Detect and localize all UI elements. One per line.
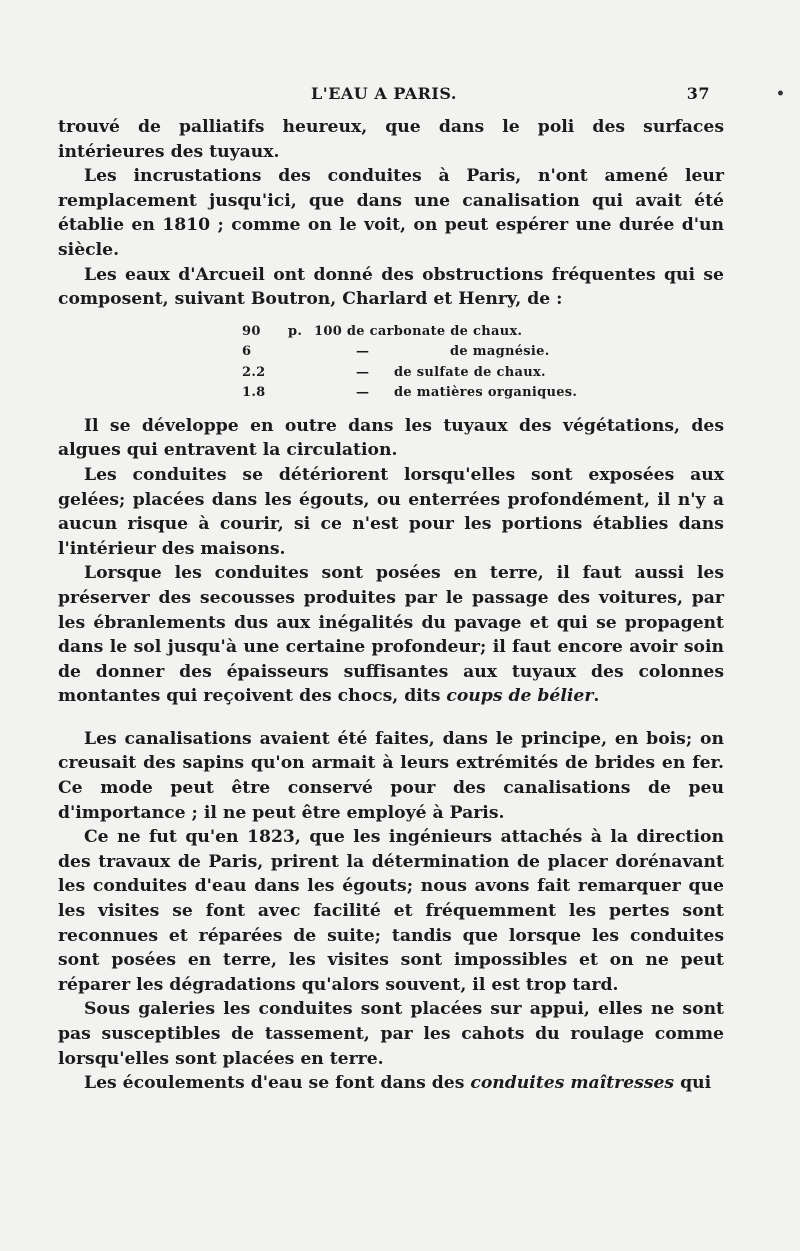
description-cell: de magnésie. (450, 344, 550, 360)
table-row (58, 342, 724, 363)
paragraph: trouvé de palliatifs heureux, que dans le poli des surfaces intérieures des tuyaux. (58, 117, 724, 162)
composition-table (58, 322, 724, 404)
italic-term: conduites maîtresses (470, 1073, 675, 1094)
paragraph-text: qui (674, 1073, 712, 1094)
paragraph: Ce ne fut qu'en 1823, que les ingénieurs attachés à la direction des travaux de Paris, prirent la détermination de placer dorénavant les conduites d'eau dans les égouts; nous avons fait remarquer que les visites se font avec facilité et fréquemment les pertes sont reconnues et réparées de suite; tandis que lorsque les conduites sont posées en terre, les visites sont impossibles et on ne peut réparer les dégradations qu'alors souvent, il est trop tard. (58, 827, 724, 995)
paragraph: Les conduites se détériorent lorsqu'elles sont exposées aux gelées; placées dans les égouts, ou enterrées profondément, il n'y a aucun risque à courir, si ce n'est pour les portions établies dans l'intérieur des maisons. (58, 464, 724, 559)
unit-cell: — (356, 344, 370, 360)
paragraph: Les incrustations des conduites à Paris, n'ont amené leur remplacement jusqu'ici, que dans une canalisation qui avait été établie en 1810 ; comme on le voit, on peut espérer une durée d'un siècle. (58, 166, 724, 260)
italic-term: coups de bélier (446, 686, 594, 707)
page-number: 37 (686, 84, 710, 103)
unit-cell: — (356, 364, 370, 380)
paragraph: Sous galeries les conduites sont placées sur appui, elles ne sont pas susceptibles de tassement, par les cahots du roulage comme lorsqu'elles sont placées en terre. (58, 999, 724, 1069)
paragraph-text: Lorsque les conduites sont posées en terre, il faut aussi les préserver des secousses produites par le passage des voitures, par les ébranlements dus aux inégalités du pavage et qui se propagent dans le sol jusqu'à une certaine profondeur; il faut encore avoir soin de donner des épaisseurs suffisantes aux tuyaux des colonnes montantes qui reçoivent des chocs, dits (58, 563, 724, 707)
description-cell: 100 de carbonate de chaux. (314, 323, 523, 339)
paragraph: Il se développe en outre dans les tuyaux des végétations, des algues qui entravent la circulation. (58, 415, 724, 461)
paragraph-text: . (593, 686, 600, 707)
amount-cell: 1.8 (242, 385, 266, 401)
paragraph-text: Les écoulements d'eau se font dans des (84, 1073, 471, 1094)
paragraph (58, 1071, 724, 1096)
table-row (58, 322, 724, 343)
margin-bullet: • (776, 86, 785, 102)
amount-cell: 90 (242, 323, 261, 339)
unit-cell: p. (288, 323, 303, 339)
table-row (58, 363, 724, 384)
page-header (58, 84, 710, 108)
body-text (58, 115, 724, 1096)
paragraph: Les canalisations avaient été faites, dans le principe, en bois; on creusait des sapins qu'on armait à leurs extrémités de brides en fer. Ce mode peut être conservé pour des canalisations de peu d'importance ; il ne peut être employé à Paris. (58, 728, 724, 823)
paragraph (58, 561, 724, 709)
amount-cell: 2.2 (242, 364, 266, 380)
description-cell: de sulfate de chaux. (394, 364, 546, 380)
running-title: L'EAU A PARIS. (311, 84, 457, 103)
table-row (58, 383, 724, 404)
unit-cell: — (356, 385, 370, 401)
amount-cell: 6 (242, 344, 252, 360)
paragraph: Les eaux d'Arcueil ont donné des obstructions fréquentes qui se composent, suivant Boutron, Charlard et Henry, de : (58, 264, 724, 310)
description-cell: de matières organiques. (394, 385, 578, 401)
